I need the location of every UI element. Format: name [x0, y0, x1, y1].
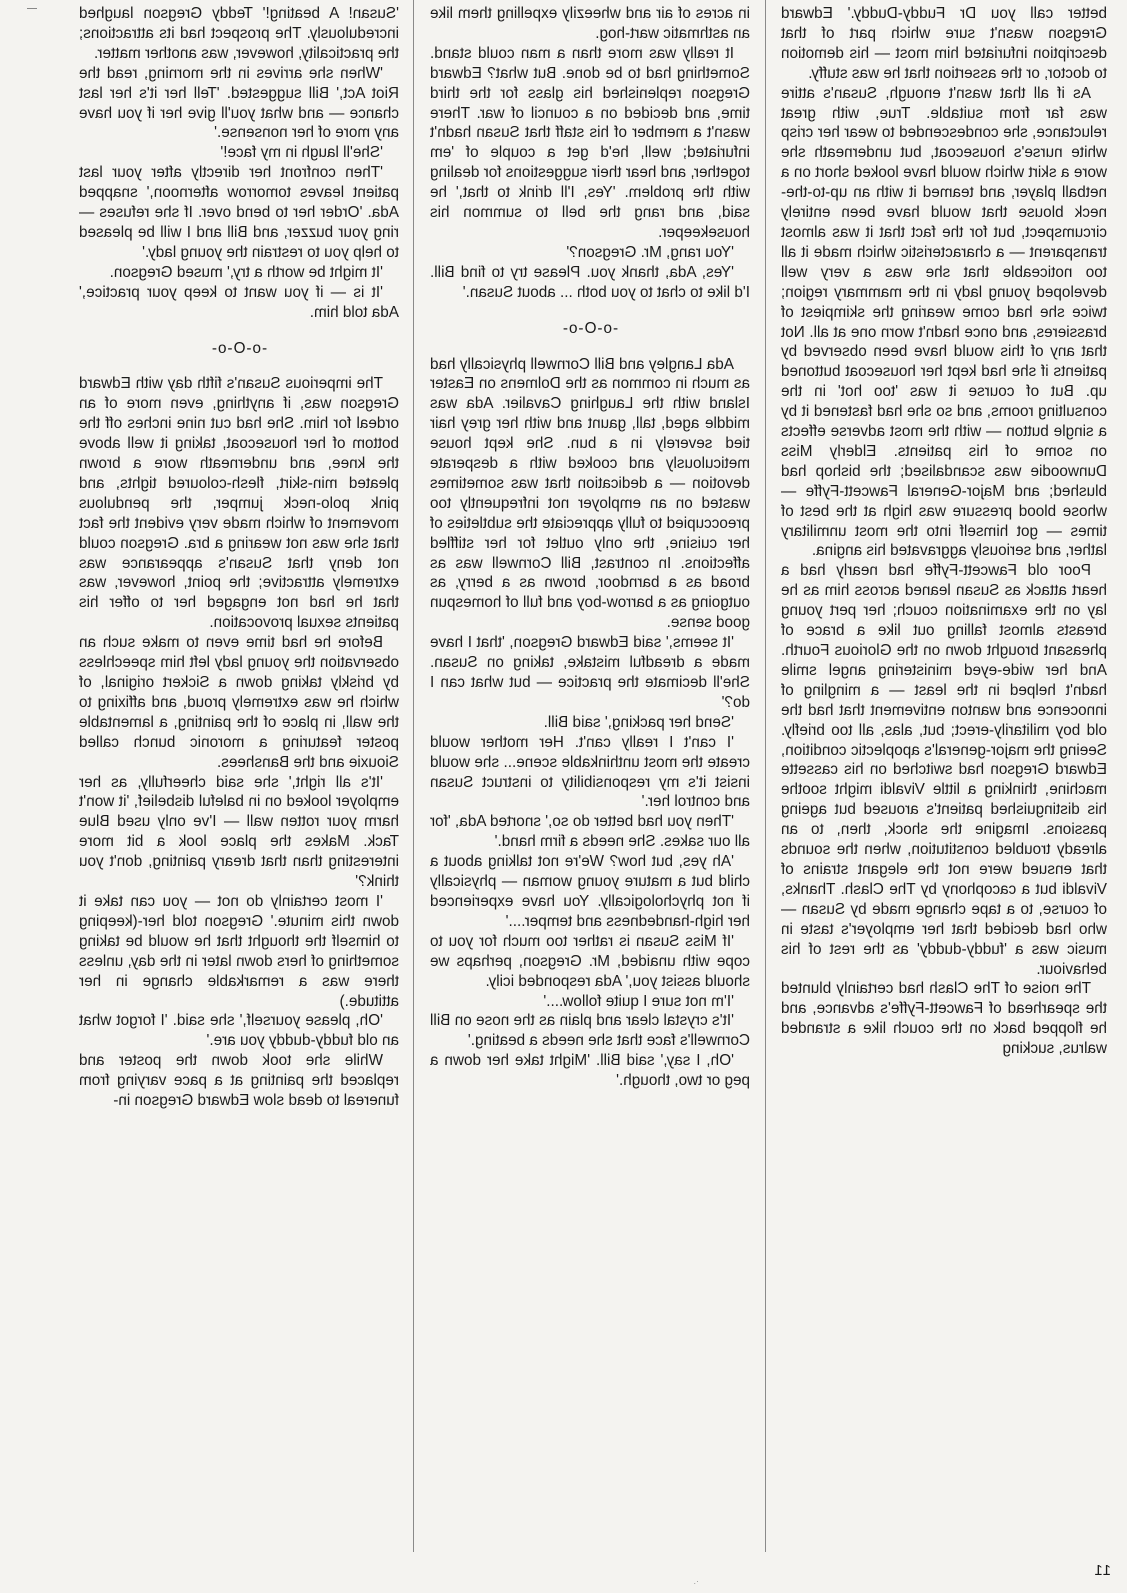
- column-right: [79, 4, 399, 1549]
- paragraph: 'You rang, Mr. Gregson?': [566, 243, 734, 261]
- paragraph: It really was more than a man could stand. Something had to be done. But what? Edward Gregson replenished his glass for the third time, and decided on a council of war. There wasn't a member of his staff that Susan hadn't infuriated; well, he'd get a couple of 'em together, and hear their suggestions for dealing with the problem. 'Yes, I'll drink to that,' he said, and rang the bell to summon his housekeeper.: [430, 44, 750, 241]
- paragraph: 'Yes, Ada, thank you. Please try to find Bill. I'd like to chat to you both ... about Susan.': [430, 263, 750, 301]
- paragraph: 'I most certainly do not — you can take it down this minute.' Gregson told her-(keeping to himself the thought that he would be taking something of hers down later in the day, unless there was a remarkable change in her attitude.): [79, 892, 399, 1010]
- paragraph: As if all that wasn't enough, Susan's attire was far from suitable. True, with great reluctance, she condescended to wear her crisp white nurse's housecoat, but underneath she wore a skirt which would have looked short on a netball player, and teamed it with an up-to-the-neck blouse that would have been entirely circumspect, but for the fact that it was almost transparent — a characteristic which made it all too noticeable that she was a very well developed young lady in the mammary region; twice she had come wearing the skimpiest of brassieres, and once hadn't worn one at all. Not that any of this would have been observed by patients if she had kept her housecoat buttoned up. But of course it was 'too hot' in the consulting rooms, and so she had fastened it by a single button — with the most adverse effects on some of his patients. Elderly Miss Dunwoodie was scandalised; the bishop had blushed; and Major-General Fawcett-Fyffe — whose blood pressure was high at the best of times — got himself into the most unmilitary lather, and seriously aggravated his angina.: [781, 84, 1107, 560]
- paragraph: 'It's all right,' she said cheerfully, as her employer looked on in baleful disbelief, 'it won't harm your rotten wall — I've only used Blue Tack. Makes the place look a bit more interesting than that dreary painting, don't you think?': [79, 773, 399, 891]
- paragraph: better call you Dr Fuddy-Duddy.' Edward Gregson wasn't sure which part of that description infuriated him most — his demotion to doctor, or the assertion that he was stuffy.: [781, 5, 1107, 82]
- paragraph: 'When she arrives in the morning, read the Riot Act,' Bill suggested. 'Tell her it's her last chance — and what you'll give her if you have any more of her nonsense.': [79, 64, 399, 142]
- paragraph: 'Then confront her directly after your last patient leaves tomorrow afternoon,' snapped Ada. 'Order her to bend over. If she refuses — ring your buzzer, and Bill and I will be pleased to help you to restrain the young lady.': [79, 164, 399, 261]
- paragraph: 'It is — if you want to keep your practice,' Ada told him.: [79, 283, 399, 321]
- margin-mark: [27, 8, 37, 9]
- paragraph: 'Send her packing,' said Bill.: [543, 713, 734, 731]
- paragraph: 'Oh, please yourself,' she said. 'I forgot what an old fuddy-duddy you are.': [79, 1012, 399, 1050]
- paragraph: 'Oh, I say,' said Bill. 'Might take her down a peg or two, though.': [430, 1052, 750, 1090]
- column-left: [781, 4, 1107, 1549]
- page-number: 11: [1093, 1562, 1111, 1579]
- paragraph: 'Ah yes, but how? We're not talking about a child but a mature young woman — physically if not phychologically. You have experienced her high-handedness and temper....': [430, 853, 750, 930]
- paragraph: 'It might be worth a try,' mused Gregson.: [109, 263, 383, 281]
- scan-speck: ·.: [693, 1576, 699, 1586]
- paragraph: 'If Miss Susan is rather too much for you to cope with unaided, Mr. Gregson, perhaps we should assist you,' Ada responded icily.: [430, 932, 750, 990]
- paragraph: 'I can't I really can't. Her mother would create the most unthinkable scene... she would insist it's my responsibility to instruct Susan and control her.': [430, 733, 750, 811]
- paragraph: 'It seems,' said Edward Gregson, 'that I have made a dreadful mistake, taking on Susan. She'll decimate the practice — but what can I do?': [430, 634, 750, 711]
- paragraph: Ada Langley and Bill Cornwell physically had as much in common as the Dolmens on Easter Island with the Laughing Cavalier. Ada was middle aged, tall, gaunt and with her grey hair tied severely in a bun. She kept house meticulously and cooked with a desperate devotion — a dedication that was sometimes wasted on an employer not infrequently too preoccupied to fully appreciate the subtleties of her cuisine, the only outlet for her stiffled affections. In contrast, Bill Cornwell was as broad as a barndoor, brown as a berry, as outgoing as a barrow-boy and full of homespun good sense.: [430, 355, 750, 632]
- paragraph: Poor old Fawcett-Fyffe had nearly had a heart attack as Susan leaned across him as he lay on the examination couch; her pert young breasts almost falling out like a brace of pheasant brought down on the Glorious Fourth. And her wide-eyed ministering angel smile hadn't helped in the least — a mingling of innocence and wanton entivement that had the old boy militarily-erect; but, alas, all too briefly. Seeing the major-general's apoplectic condition, Edward Gregson had switched on his cassette machine, thinking a little Vivaldi might soothe his distinguished patient's aroused but ageing passions. Imagine the shock, then, to an already troubled constitution, when the sounds that ensued were not the elegant strains of Vivaldi but a cacophony by The Clash. Thanks, of course, to a tape change made by Susan — who had decided that her employer's taste in music was a 'fuddy-duddy' as the rest of his behaviour.: [781, 562, 1107, 978]
- paragraph: 'Then you had better do so,' snorted Ada, 'for all our sakes. She needs a firm hand.': [430, 813, 750, 851]
- paragraph: The noise of The Clash had certainly blunted the spearhead of Fawcett-Fyffe's advance, and he flopped back on the couch like a stranded walrus, sucking: [781, 980, 1107, 1058]
- paragraph: 'I'm not sure I quite follow....': [543, 992, 734, 1010]
- paragraph: While she took down the poster and replaced the painting at a pace varying from funereal to dead slow Edward Gregson in-: [79, 1052, 399, 1110]
- section-separator: -o-O-o-: [210, 339, 268, 357]
- section-separator: -o-O-o-: [561, 319, 619, 337]
- column-divider: [413, 0, 414, 1552]
- paragraph: 'She'll laugh in my face!': [220, 144, 383, 162]
- column-divider: [765, 0, 766, 1552]
- paragraph: Before he had time even to make such an observation the young lady left him speechless by briskly taking down a Sickert original, of which he was extremely proud, and affixing to the wall, in place of the painting, a lamentable poster featuring a moronic bunch called Siouxie and the Banshees.: [79, 634, 399, 771]
- column-middle: [430, 4, 750, 1549]
- paragraph: The imperious Susan's fifth day with Edward Gregson was, if anything, even more of an ordeal for him. She had cut nine inches off the bottom of her housecoat, taking it well above the knee, and underneath wore a brown pleated min-skirt, flesh-coloured tights, and pink polo-neck jumper, the pendulous movement of which made very evident the fact that she was not wearing a bra. Gregson could not deny that Susan's appearance was extremely attractive; the point, however, was that he had not engaged her to offer his patients sexual provocation.: [79, 375, 399, 632]
- paragraph: in acres of air and wheezily expelling them like an asthmatic wart-hog.: [430, 5, 750, 42]
- paragraph: 'It's crystal clear and plain as the nose on Bill Cornwell's face that she needs a beating.': [430, 1012, 750, 1050]
- paragraph: 'Susan! A beating!' Teddy Gregson laughed incredulously. The prospect had its attractions; the practicality, however, was another matter.: [79, 5, 399, 62]
